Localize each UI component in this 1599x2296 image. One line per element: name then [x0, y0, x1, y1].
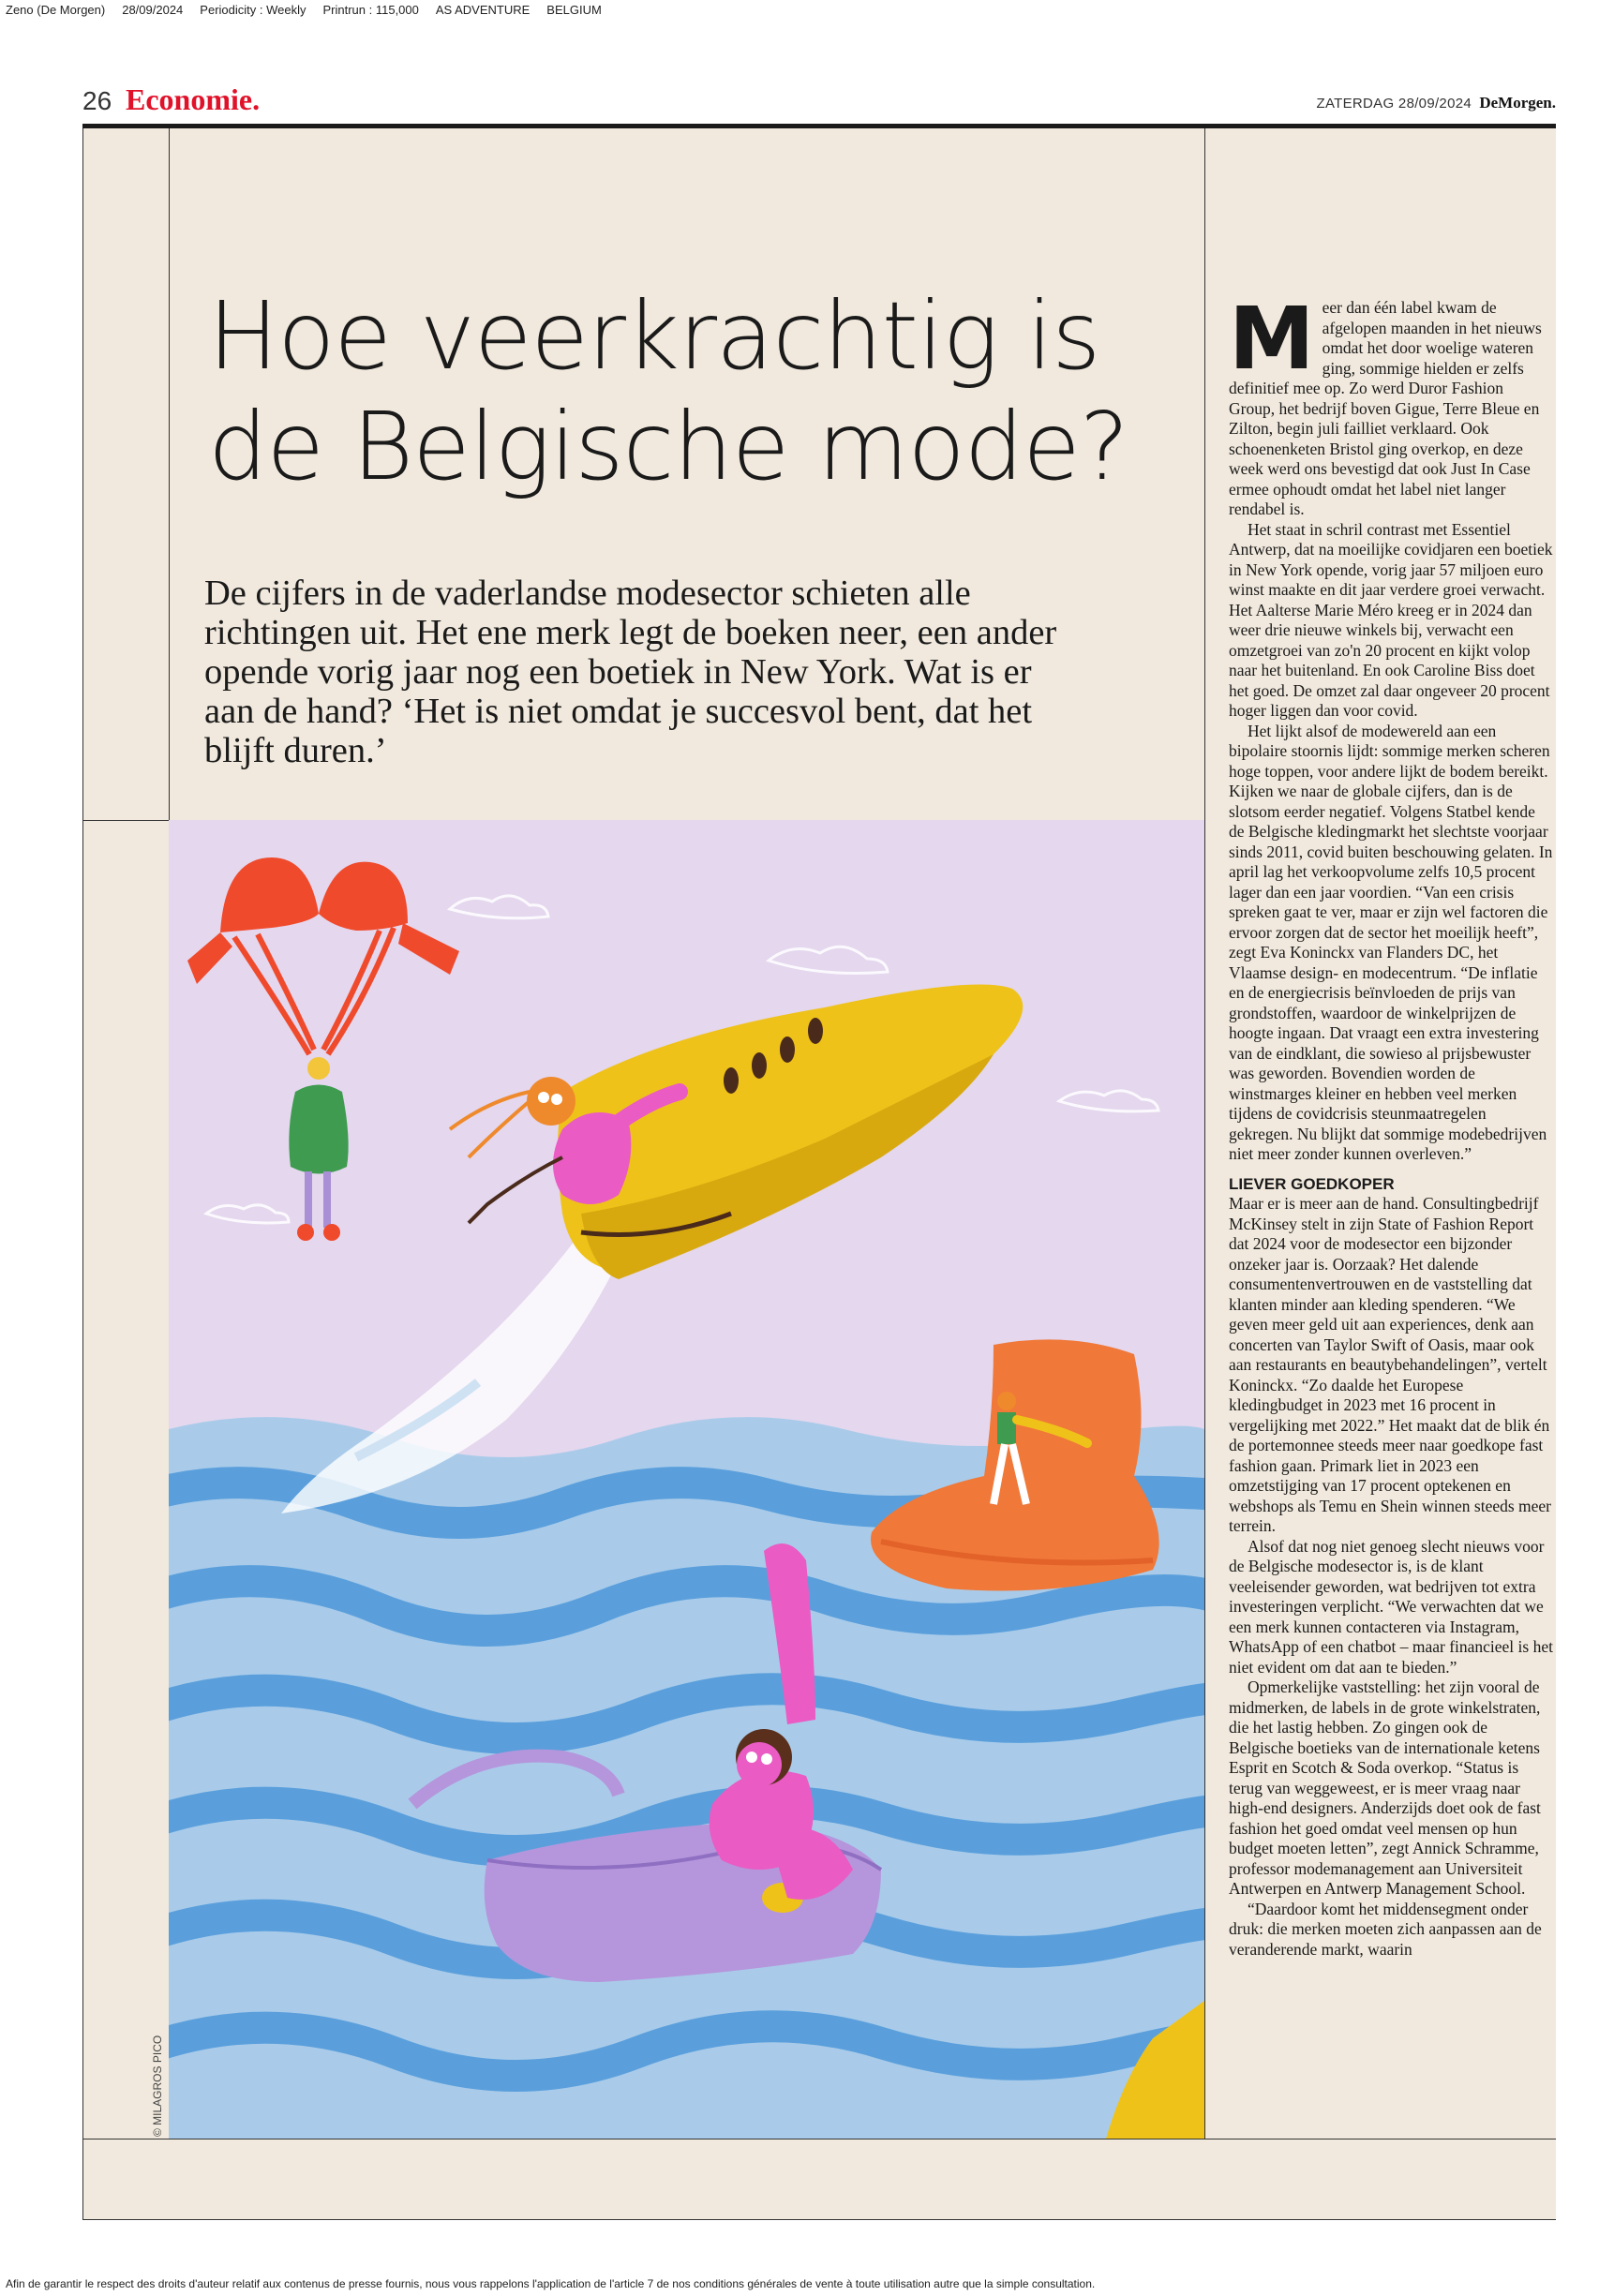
body-paragraph: Het staat in schril contrast met Essentiel Antwerp, dat na moeilijke covidjaren een boetiek in New York opende, vorig jaar 57 miljoen euro winst maakte en dit jaar verdere groei verwacht. Het Aalterse Marie Méro kreeg er in 2024 dan weer drie nieuwe winkels bij, verwacht een omzetgroei van zo'n 20 procent en kijkt volop naar het buitenland. En ook Caroline Biss doet het goed. De omzet zal daar ongeveer 20 procent hoger liggen dan voor covid.: [1229, 519, 1553, 720]
rider-eye: [551, 1094, 562, 1105]
clip-date: 28/09/2024: [122, 3, 184, 17]
parachutist-shoe: [297, 1224, 314, 1241]
section-title: Economie.: [126, 82, 261, 116]
eyelet: [724, 1067, 739, 1094]
illustration-svg: [169, 820, 1204, 2139]
article-headline: [208, 281, 1183, 502]
body-paragraph: Meer dan één label kwam de afgelopen maanden in het nieuws omdat het door woelige wateren ging, sommige hielden er zelfs definitief mee op. Zo werd Duror Fashion Group, het bedrijf boven Gigue, Terre Bleue en Zilton, begin juli failliet verklaard. Ook schoenenketen Bristol ging overkop, en deze week werd ons bevestigd dat ook Just In Case ermee ophoudt omdat het label niet langer rendabel is.: [1229, 289, 1542, 518]
parachutist-leg: [305, 1171, 312, 1228]
rider-head: [527, 1077, 575, 1126]
issue-date: ZATERDAG 28/09/2024: [1316, 96, 1472, 112]
article-lead: De cijfers in de vaderlandse modesector schieten alle richtingen uit. Het ene merk legt de boeken neer, een ander opende vorig jaar nog een boetiek in New York. Wat is er aan de hand? ‘Het is niet omdat je succesvol bent, dat het blijft duren.’: [204, 574, 1057, 770]
boot-rider-head: [997, 1392, 1016, 1410]
grid-line-right: [1204, 128, 1205, 2139]
rider-eye: [538, 1092, 549, 1103]
body-paragraph: “Daardoor komt het middensegment onder druk: die merken moeten zich aanpassen aan de veranderende markt, waarin: [1229, 1899, 1542, 1959]
clip-periodicity: Periodicity : Weekly: [200, 3, 306, 17]
body-paragraph: Opmerkelijke vaststelling: het zijn vooral de midmerken, de labels in de grote winkelstraten, die het lastig hebben. Zo gingen ook de Belgische boetieks van de internationale ketens Esprit en Scotch & Soda overkop. “Status is terug van weggeweest, er is meer vraag naar high-end designers. Anderzijds doet ook de fast fashion het goed omdat veel mensen op hun budget moeten letten”, zegt Annick Schramme, professor modemanagement aan Universiteit Antwerpen en Antwerp Management School.: [1229, 1677, 1541, 1898]
article-illustration: [169, 820, 1204, 2139]
drop-cap: M: [1229, 289, 1315, 389]
parachutist-dress: [289, 1085, 348, 1174]
swimmer-face: [737, 1742, 782, 1787]
eyelet: [780, 1036, 795, 1063]
clip-client: AS ADVENTURE: [435, 3, 531, 17]
clip-country: BELGIUM: [546, 3, 602, 17]
swimmer-eye: [746, 1752, 757, 1763]
body-paragraph: Alsof dat nog niet genoeg slecht nieuws voor de Belgische modesector is, is de klant veeleisender geworden, wat bedrijven tot extra investeringen verplicht. “We verwachten dat we een merk kunnen contacteren via Instagram, WhatsApp of een chatbot – maar financieel is het niet evident om dat aan te bieden.”: [1229, 1536, 1553, 1677]
newspaper-logo: DeMorgen.: [1479, 94, 1556, 112]
swimmer-eye: [761, 1753, 772, 1765]
article-subhead: LIEVER GOEDKOPER: [1229, 1174, 1395, 1193]
parachutist-leg: [323, 1171, 331, 1228]
parachutist-head: [307, 1057, 330, 1080]
copyright-disclaimer: Afin de garantir le respect des droits d'auteur relatif aux contenus de presse fournis, nous vous rappelons l'application de l'article 7 de nos conditions générales de vente à toute utilisation autre que la simple consultation.: [6, 2277, 1096, 2290]
clip-printrun: Printrun : 115,000: [322, 3, 419, 17]
eyelet: [752, 1052, 767, 1079]
headline-line-2: de Belgische mode?: [208, 392, 1128, 501]
image-credit: © MILAGROS PICO: [151, 2035, 164, 2137]
eyelet: [808, 1018, 823, 1044]
body-paragraph: Het lijkt alsof de modewereld aan een bipolaire stoornis lijdt: sommige merken scheren hoge toppen, voor andere lijkt de bodem bereikt. Kijken we naar de globale cijfers, dan is de slotsom eerder negatief. Volgens Statbel kende de Belgische kledingmarkt het slechtste voorjaar sinds 2011, covid buiten beschouwing gelaten. In april lag het verkoopvolume zelfs 10,5 procent lager dan een jaar voordien. “Van een crisis spreken gaat te ver, maar er zijn wel factoren die ervoor zorgen dat de sector het moeilijk heeft”, zegt Eva Koninckx van Flanders DC, het Vlaamse design- en modecentrum. “De inflatie en de energiecrisis beïnvloeden de prijs van grondstoffen, waardoor de winkelprijzen de hoogte ingaan. Dat vraagt een extra investering van de eindklant, die sowieso al prijsbewuster was geworden. Bovendien worden de winstmarges kleiner en hebben veel merken tijdens de covidcrisis steunmaatregelen gekregen. Nu blijkt dat sommige modebedrijven niet meer zonder kunnen overleven.”: [1229, 721, 1553, 1163]
masthead: [82, 82, 1556, 124]
article-body: [1229, 289, 1553, 1960]
page-number: 26: [82, 86, 112, 115]
parachutist-shoe: [323, 1224, 340, 1241]
clipping-header: [6, 3, 619, 17]
headline-line-1: Hoe veerkrachtig is: [208, 281, 1100, 391]
body-paragraph: Maar er is meer aan de hand. Consultingbedrijf McKinsey stelt in zijn State of Fashion Report dat 2024 voor de modesector een bijzonder onzeker jaar is. Oorzaak? Het dalende consumentenvertrouwen en de vaststelling dat klanten minder aan kleding spenderen. “We geven meer geld uit aan experiences, denk aan concerten van Taylor Swift of Oasis, maar ook aan restaurants en beautybehandelingen”, vertelt Koninckx. “Zo daalde het Europese kledingbudget in 2023 met 16 procent in vergelijking met 2022.” Het maakt dat de blik én de portemonnee steeds meer naar goedkope fast fashion gaan. Primark liet in 2023 een omzetstijging van 17 procent optekenen en webshops als Temu en Shein winnen steeds meer terrein.: [1229, 1194, 1552, 1535]
clip-source: Zeno (De Morgen): [6, 3, 106, 17]
